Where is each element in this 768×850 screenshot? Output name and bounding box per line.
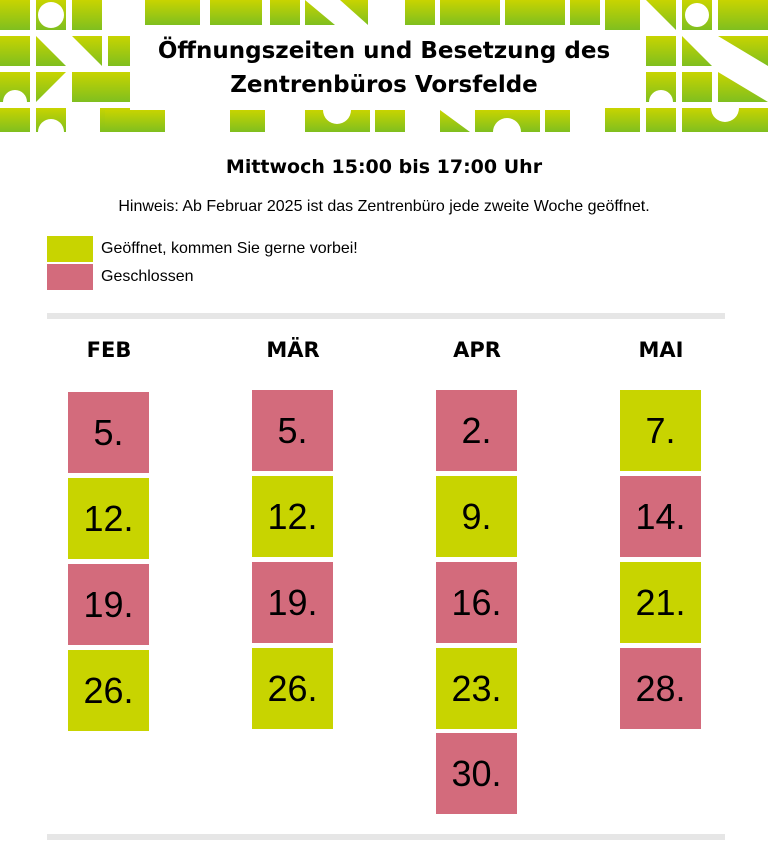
legend-closed-swatch [47,264,93,290]
month-header-mai: MAI [638,338,684,362]
day-cell-mar-12: 12. [252,476,333,557]
day-cell-feb-12: 12. [68,478,149,559]
day-cell-apr-16: 16. [436,562,517,643]
legend-open-swatch [47,236,93,262]
day-cell-apr-30: 30. [436,733,517,814]
day-cell-feb-19: 19. [68,564,149,645]
month-header-mar: MÄR [266,338,320,362]
day-cell-mai-21: 21. [620,562,701,643]
legend-open-label: Geöffnet, kommen Sie gerne vorbei! [101,240,358,257]
day-cell-mar-26: 26. [252,648,333,729]
day-cell-mar-5: 5. [252,390,333,471]
page-title-line-2: Zentrenbüros Vorsfelde [230,72,538,98]
day-cell-apr-23: 23. [436,648,517,729]
legend-closed [47,264,194,290]
legend-open [47,236,358,262]
month-header-apr: APR [453,338,501,362]
divider-top [47,313,725,319]
day-cell-mai-7: 7. [620,390,701,471]
day-cell-apr-9: 9. [436,476,517,557]
day-cell-mai-28: 28. [620,648,701,729]
day-cell-feb-5: 5. [68,392,149,473]
page-title-line-1: Öffnungszeiten und Besetzung des [157,38,611,64]
day-cell-mai-14: 14. [620,476,701,557]
day-cell-apr-2: 2. [436,390,517,471]
title-box [132,31,636,105]
legend-closed-label: Geschlossen [101,268,194,285]
day-cell-feb-26: 26. [68,650,149,731]
month-header-feb: FEB [86,338,132,362]
day-cell-mar-19: 19. [252,562,333,643]
divider-bottom [47,834,725,840]
notice-text: Hinweis: Ab Februar 2025 ist das Zentrenbüro jede zweite Woche geöffnet. [118,198,650,215]
opening-hours: Mittwoch 15:00 bis 17:00 Uhr [225,156,543,178]
